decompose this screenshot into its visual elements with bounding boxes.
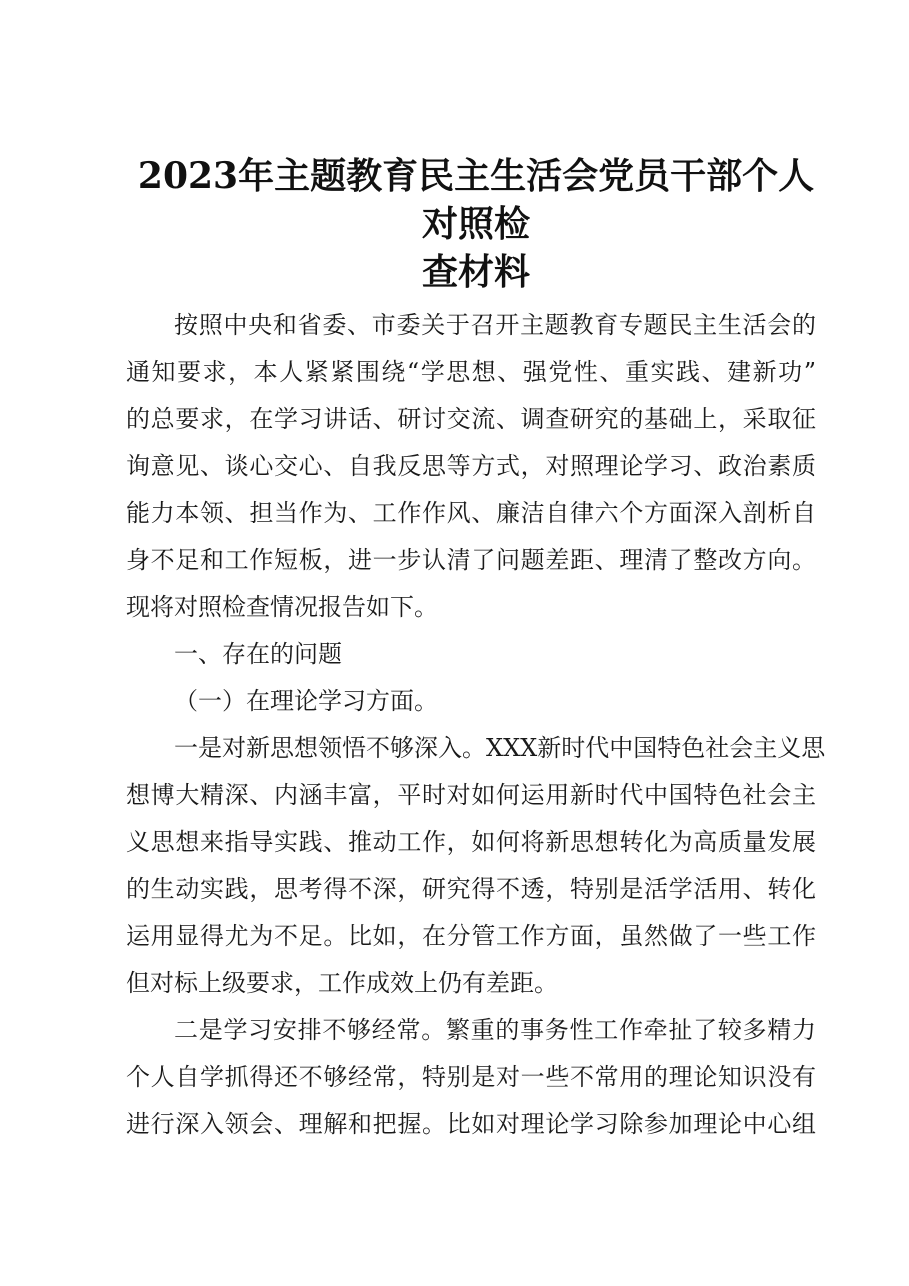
text-line: 一、存在的问题	[174, 640, 342, 668]
text-line: 个人自学抓得还不够经常，特别是对一些不常用的理论知识没有	[126, 1063, 816, 1091]
text-line: 二是学习安排不够经常。繁重的事务性工作牵扯了较多精力	[174, 1016, 816, 1044]
text-line: 义思想来指导实践、推动工作，如何将新思想转化为高质量发展	[126, 828, 816, 856]
text-line: 的总要求，在学习讲话、研讨交流、调查研究的基础上，采取征	[126, 405, 816, 433]
text-line: 一是对新思想领悟不够深入。XXX新时代中国特色社会主义思	[174, 734, 826, 762]
text-line: 现将对照检查情况报告如下。	[126, 593, 438, 621]
document-title	[120, 152, 832, 296]
text-line: 能力本领、担当作为、工作作风、廉洁自律六个方面深入剖析自	[126, 499, 816, 527]
text-line: 按照中央和省委、市委关于召开主题教育专题民主生活会的	[174, 311, 816, 339]
section-heading	[126, 631, 816, 678]
paragraph-point-one	[126, 725, 826, 1007]
title-line-2: 查材料	[421, 251, 530, 293]
text-line: 的生动实践，思考得不深，研究得不透，特别是活学活用、转化	[126, 875, 816, 903]
text-line: 想博大精深、内涵丰富，平时对如何运用新时代中国特色社会主	[126, 781, 816, 809]
paragraph-point-two	[126, 1007, 816, 1148]
text-line: 运用显得尤为不足。比如，在分管工作方面，虽然做了一些工作	[126, 922, 816, 950]
text-line: （一）在理论学习方面。	[174, 687, 438, 715]
paragraph-intro	[126, 302, 816, 631]
text-line: 通知要求，本人紧紧围绕“学思想、强党性、重实践、建新功”	[126, 358, 816, 386]
text-line: 询意见、谈心交心、自我反思等方式，对照理论学习、政治素质	[126, 452, 816, 480]
text-line: 进行深入领会、理解和把握。比如对理论学习除参加理论中心组	[126, 1110, 816, 1138]
text-line: 但对标上级要求，工作成效上仍有差距。	[126, 969, 558, 997]
title-line-1: 2023年主题教育民主生活会党员干部个人对照检	[137, 155, 815, 245]
text-line: 身不足和工作短板，进一步认清了问题差距、理清了整改方向。	[126, 546, 816, 574]
subsection-heading	[126, 678, 816, 725]
document-body	[126, 302, 826, 1148]
